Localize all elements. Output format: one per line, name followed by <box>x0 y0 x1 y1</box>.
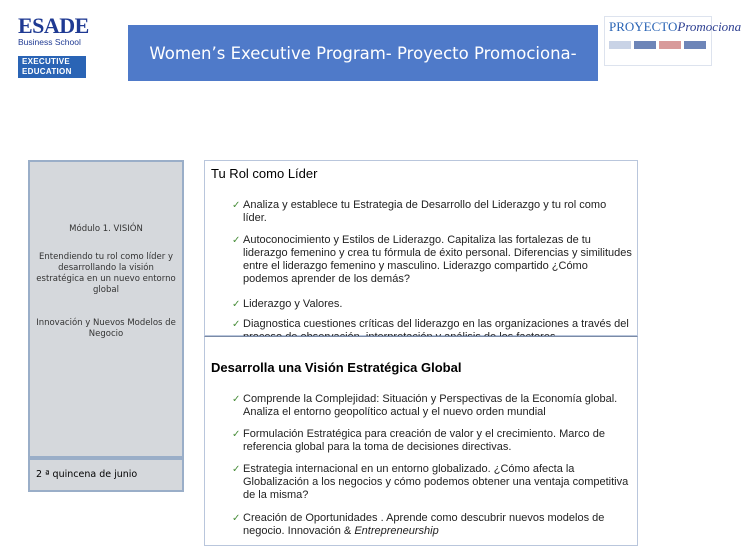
page-title-text: Women’s Executive Program- Proyecto Promociona- <box>149 43 577 63</box>
promo-italic: Promociona <box>677 19 741 34</box>
check-icon: ✓ <box>232 200 241 211</box>
list-item <box>232 512 633 538</box>
list-item: ✓ Autoconocimiento y Estilos de Liderazgo. Capitaliza las fortalezas de tu liderazgo femenino y crea tu fórmula de éxito personal. Diferencias y similitudes entre el liderazgo femenino y masculino. Liderazgo compartido ¿Cómo podemos aprender de los demás? <box>232 234 632 285</box>
check-icon: ✓ <box>232 464 241 475</box>
section-title: Desarrolla una Visión Estratégica Global <box>211 360 462 375</box>
section-tu-rol-como-lider <box>204 160 638 336</box>
check-icon: ✓ <box>232 299 241 310</box>
partner-logo <box>659 41 681 49</box>
check-icon: ✓ <box>232 429 241 440</box>
partner-logo <box>634 41 656 49</box>
esade-wordmark: ESADE <box>18 13 89 38</box>
section-vision-estrategica-global <box>204 336 638 546</box>
proyecto-promociona-logo <box>604 16 741 66</box>
module-topic-2: Innovación y Nuevos Modelos de Negocio <box>36 318 176 339</box>
module-topic-1: Entendiendo tu rol como líder y desarrollando la visión estratégica en un nuevo entorno global <box>36 252 176 295</box>
check-icon: ✓ <box>232 319 241 330</box>
promo-prefix: PROYECTO <box>609 19 678 34</box>
promo-logo-text <box>609 19 741 35</box>
list-item: ✓ Analiza y establece tu Estrategia de Desarrollo del Liderazgo y tu rol como líder. <box>232 199 607 224</box>
exec-line-2: EDUCATION <box>22 67 72 76</box>
check-icon: ✓ <box>232 513 241 524</box>
partner-logos <box>609 41 706 49</box>
entrepreneurship-italic: Entrepreneurship <box>354 525 439 537</box>
esade-subtitle: Business School <box>18 37 81 47</box>
module-title: Módulo 1. VISIÓN <box>69 224 143 234</box>
executive-education-badge <box>18 56 86 78</box>
page-title <box>128 25 598 81</box>
partner-logo <box>609 41 631 49</box>
module-date <box>28 458 184 492</box>
list-item: ✓ Estrategia internacional en un entorno globalizado. ¿Cómo afecta la Globalización a los negocios y cómo podemos obtener una ventaja competitiva de la misma? <box>232 463 629 501</box>
section-title: Tu Rol como Líder <box>211 166 318 181</box>
module-date-text: 2 ª quincena de junio <box>36 469 138 480</box>
item-text: Creación de Oportunidades . Aprende como descubrir nuevos modelos de negocio. Innovación & <box>243 512 605 537</box>
exec-line-1: EXECUTIVE <box>22 57 71 66</box>
list-item: ✓ Formulación Estratégica para creación de valor y el crecimiento. Marco de referencia global para la toma de decisiones directivas. <box>232 428 605 453</box>
check-icon: ✓ <box>232 394 241 405</box>
esade-logo <box>18 13 90 47</box>
list-item: ✓ Liderazgo y Valores. <box>232 298 343 310</box>
list-item: ✓ Comprende la Complejidad: Situación y Perspectivas de la Economía global. Analiza el entorno geopolítico actual y el nuevo orden mundial <box>232 393 618 418</box>
module-sidebar <box>28 160 184 458</box>
partner-logo <box>684 41 706 49</box>
check-icon: ✓ <box>232 235 241 246</box>
list-item: ✓ Diagnostica cuestiones críticas del liderazgo en las organizaciones a través del <box>232 318 629 330</box>
